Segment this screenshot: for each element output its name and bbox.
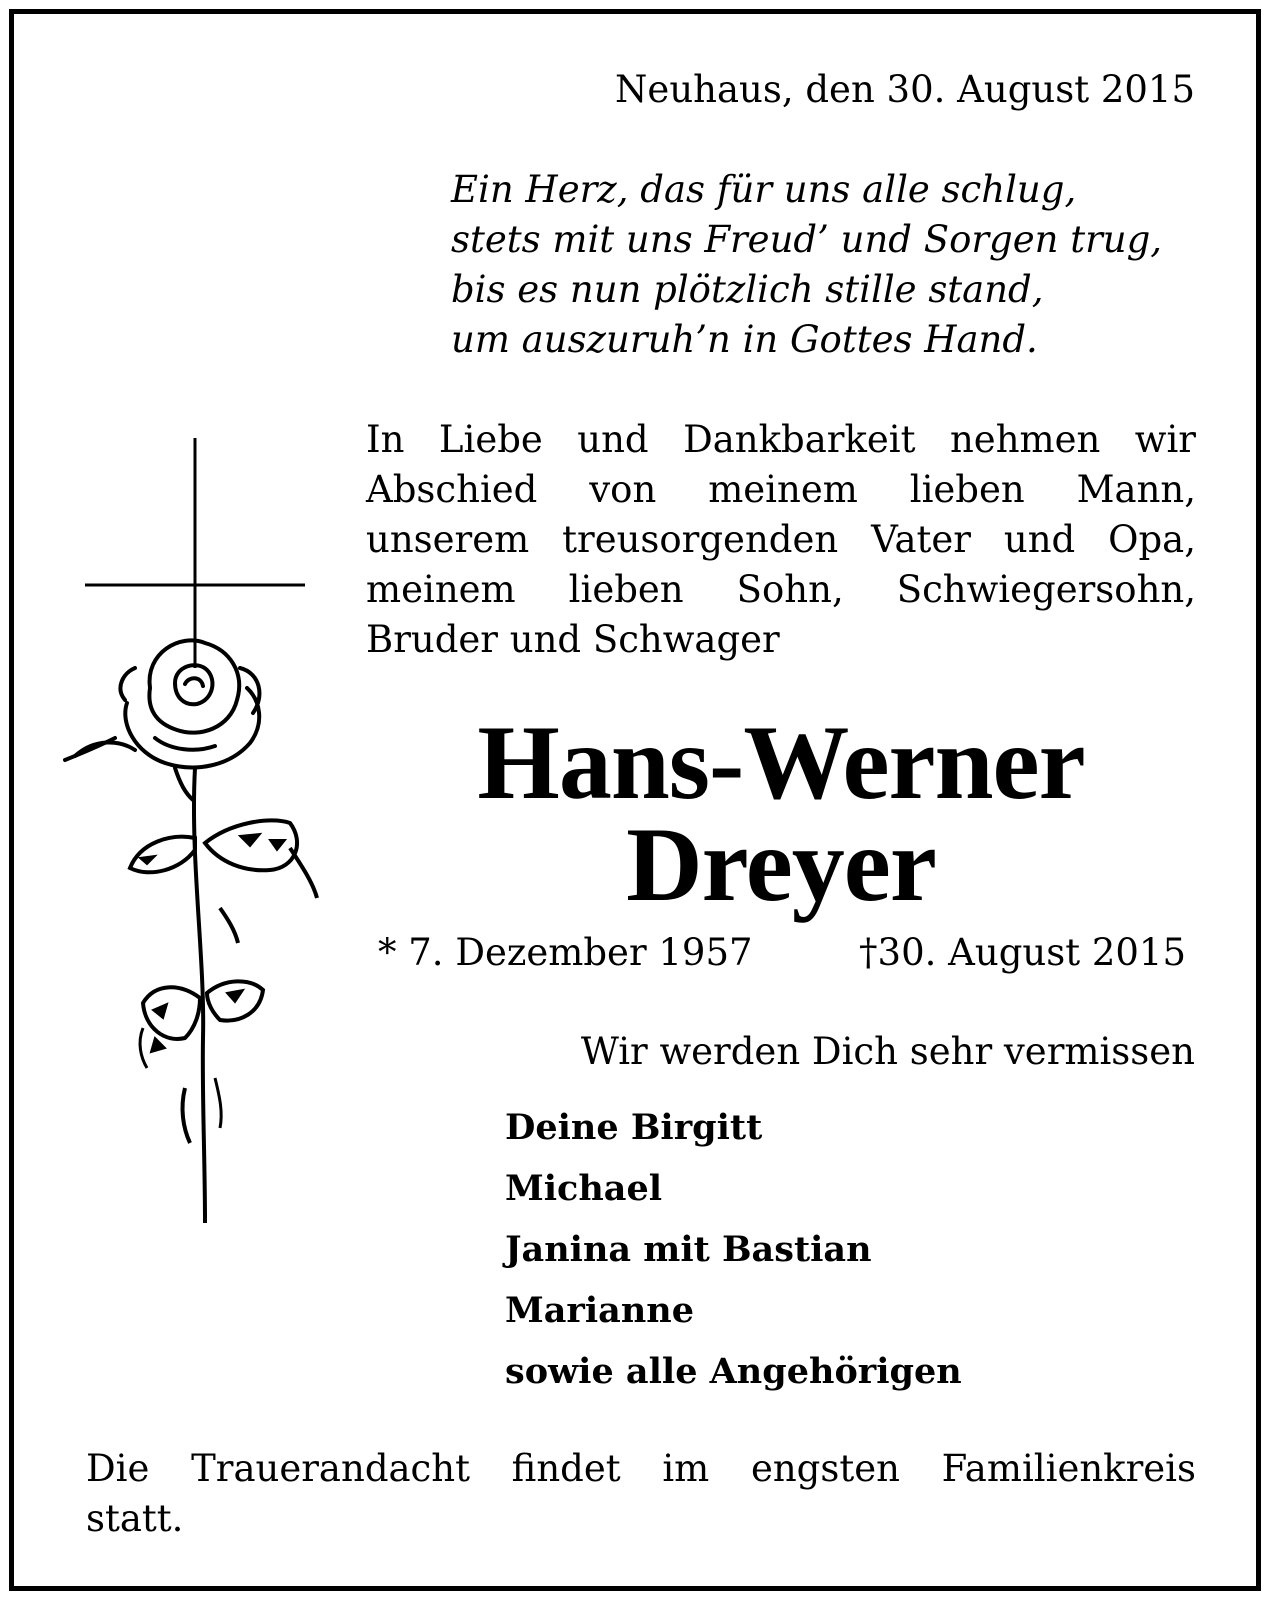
intro-line: Abschied von meinem lieben Mann, (366, 468, 1196, 511)
signer: Deine Birgitt (505, 1107, 763, 1148)
poem (451, 165, 1162, 365)
signer: sowie alle Angehörigen (505, 1351, 962, 1392)
place-date: Neuhaus, den 30. August 2015 (615, 68, 1195, 111)
signer: Marianne (505, 1290, 694, 1331)
deceased-last-name: Dreyer (626, 806, 936, 923)
intro-line: In Liebe und Dankbarkeit nehmen wir (366, 418, 1196, 461)
signer: Michael (505, 1168, 663, 1209)
poem-line: bis es nun plötzlich stille stand, (451, 268, 1044, 311)
intro-text (366, 415, 1196, 665)
intro-line: Bruder und Schwager (366, 618, 780, 661)
poem-line: stets mit uns Freud’ und Sorgen trug, (451, 218, 1163, 261)
footer-text (86, 1444, 1196, 1544)
deceased-name (366, 704, 1196, 923)
birth-date: * 7. Dezember 1957 (378, 931, 753, 974)
cross-and-rose-icon (55, 438, 335, 1228)
signer: Janina mit Bastian (505, 1229, 872, 1270)
life-dates (378, 929, 1186, 977)
footer-line: Die Trauerandacht findet im engsten Familienkreis (86, 1447, 1196, 1490)
poem-line: um auszuruh’n in Gottes Hand. (451, 318, 1038, 361)
intro-line: meinem lieben Sohn, Schwiegersohn, (366, 568, 1196, 611)
poem-line: Ein Herz, das für uns alle schlug, (451, 168, 1077, 211)
intro-line: unserem treusorgenden Vater und Opa, (366, 518, 1196, 561)
footer-line: statt. (86, 1497, 184, 1540)
closing-line: Wir werden Dich sehr vermissen (580, 1030, 1195, 1073)
signers-list (505, 1097, 962, 1402)
death-date: †30. August 2015 (859, 931, 1186, 974)
deceased-first-name: Hans-Werner (477, 704, 1085, 821)
